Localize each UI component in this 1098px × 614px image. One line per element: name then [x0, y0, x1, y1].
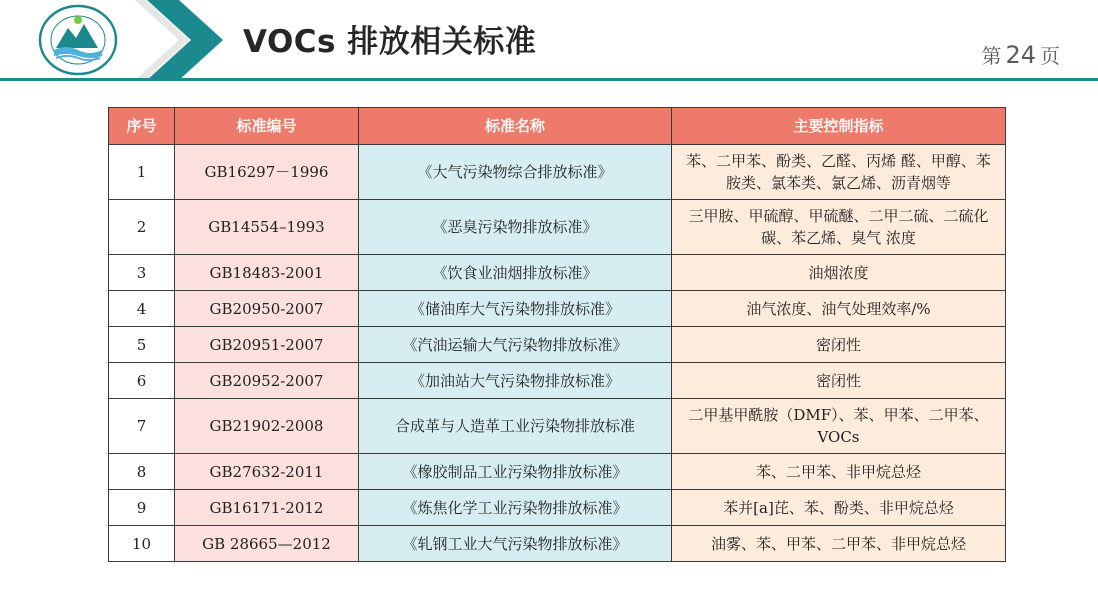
table-header-row: [109, 108, 1006, 145]
standards-table: [108, 107, 1006, 562]
cell-name: 《恶臭污染物排放标准》: [359, 200, 672, 255]
cell-index: 6: [109, 363, 175, 399]
cell-name: 《饮食业油烟排放标准》: [359, 255, 672, 291]
page-number-suffix: 页: [1040, 44, 1060, 68]
cell-code: GB20951-2007: [175, 327, 359, 363]
cell-name: 合成革与人造革工业污染物排放标准: [359, 399, 672, 454]
table-row: [109, 327, 1006, 363]
cell-code: GB14554–1993: [175, 200, 359, 255]
cell-indicators: 三甲胺、甲硫醇、甲硫醚、二甲二硫、二硫化碳、苯乙烯、臭气 浓度: [672, 200, 1006, 255]
cell-code: GB16171-2012: [175, 490, 359, 526]
table-row: [109, 363, 1006, 399]
cell-name: 《汽油运输大气污染物排放标准》: [359, 327, 672, 363]
page-number-prefix: 第: [981, 44, 1002, 68]
cell-code: GB27632-2011: [175, 454, 359, 490]
cell-indicators: 苯、二甲苯、非甲烷总烃: [672, 454, 1006, 490]
table-row: [109, 145, 1006, 200]
cell-indicators: 油气浓度、油气处理效率/%: [672, 291, 1006, 327]
page-title: VOCs 排放相关标准: [243, 24, 537, 60]
header-divider: [0, 78, 1098, 81]
header-indicators: 主要控制指标: [672, 108, 1006, 145]
cell-index: 7: [109, 399, 175, 454]
cell-index: 1: [109, 145, 175, 200]
chevron-decoration: [135, 0, 225, 80]
header-code: 标准编号: [175, 108, 359, 145]
sdepi-logo: [38, 4, 118, 76]
cell-index: 5: [109, 327, 175, 363]
cell-index: 9: [109, 490, 175, 526]
table-row: [109, 255, 1006, 291]
cell-indicators: 苯并[a]芘、苯、酚类、非甲烷总烃: [672, 490, 1006, 526]
page-number: [981, 40, 1060, 69]
cell-code: GB20950-2007: [175, 291, 359, 327]
cell-indicators: 苯、二甲苯、酚类、乙醛、丙烯 醛、甲醇、苯胺类、氯苯类、氯乙烯、沥青烟等: [672, 145, 1006, 200]
cell-indicators: 油烟浓度: [672, 255, 1006, 291]
cell-index: 8: [109, 454, 175, 490]
cell-name: 《轧钢工业大气污染物排放标准》: [359, 526, 672, 562]
cell-code: GB18483-2001: [175, 255, 359, 291]
table-row: [109, 454, 1006, 490]
header-index: 序号: [109, 108, 175, 145]
table-row: [109, 200, 1006, 255]
cell-name: 《加油站大气污染物排放标准》: [359, 363, 672, 399]
cell-index: 2: [109, 200, 175, 255]
cell-index: 10: [109, 526, 175, 562]
cell-indicators: 密闭性: [672, 363, 1006, 399]
table-row: [109, 526, 1006, 562]
cell-name: 《储油库大气污染物排放标准》: [359, 291, 672, 327]
table-row: [109, 399, 1006, 454]
cell-name: 《大气污染物综合排放标准》: [359, 145, 672, 200]
cell-index: 4: [109, 291, 175, 327]
header-name: 标准名称: [359, 108, 672, 145]
cell-code: GB 28665—2012: [175, 526, 359, 562]
cell-name: 《炼焦化学工业污染物排放标准》: [359, 490, 672, 526]
cell-code: GB16297－1996: [175, 145, 359, 200]
page-number-value: 24: [1005, 41, 1036, 69]
cell-indicators: 二甲基甲酰胺（DMF）、苯、甲苯、二甲苯、VOCs: [672, 399, 1006, 454]
cell-code: GB21902-2008: [175, 399, 359, 454]
cell-name: 《橡胶制品工业污染物排放标准》: [359, 454, 672, 490]
cell-indicators: 密闭性: [672, 327, 1006, 363]
cell-code: GB20952-2007: [175, 363, 359, 399]
table-row: [109, 490, 1006, 526]
cell-index: 3: [109, 255, 175, 291]
cell-indicators: 油雾、苯、甲苯、二甲苯、非甲烷总烃: [672, 526, 1006, 562]
table-row: [109, 291, 1006, 327]
